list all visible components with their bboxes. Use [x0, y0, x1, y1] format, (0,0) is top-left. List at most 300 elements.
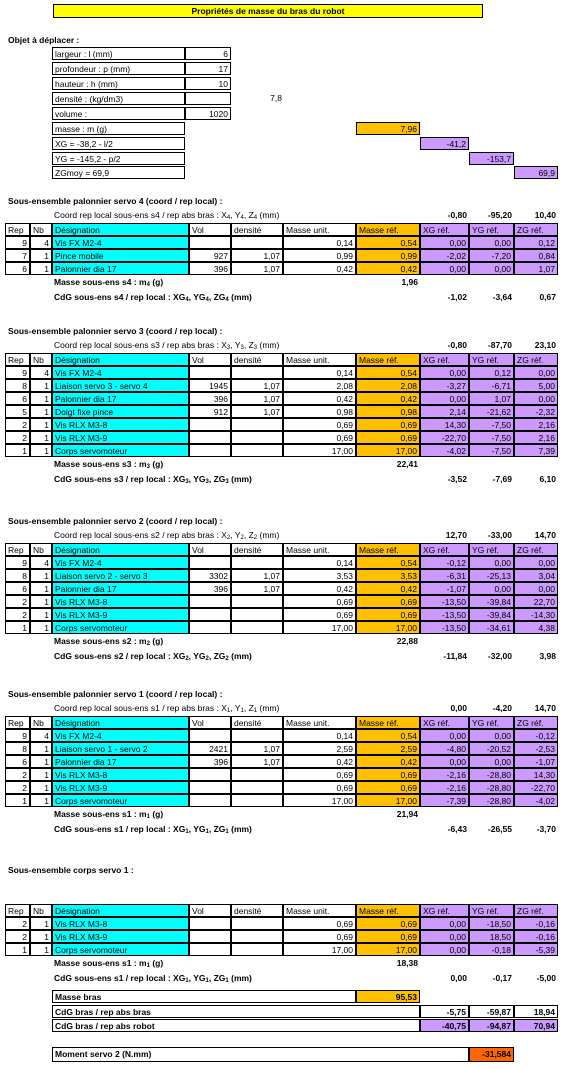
table-cell-mr: 0,42 — [356, 582, 420, 595]
col-header-xg: XG réf. — [420, 543, 469, 556]
table-cell-nb: 1 — [30, 742, 52, 755]
table-cell-xg: -2,16 — [420, 781, 469, 794]
table-cell-nb: 1 — [30, 392, 52, 405]
table-cell-mr: 17,00 — [356, 444, 420, 457]
table-cell-rep: 6 — [5, 262, 30, 275]
table-cell-rep: 2 — [5, 917, 30, 930]
table-cell-dens: 1,07 — [231, 262, 283, 275]
mass-label: Masse sous-ens s2 : $m_2$ (g) — [54, 636, 164, 647]
masse-label: masse : m (g) — [52, 122, 185, 135]
cdg-z: -5,00 — [536, 973, 556, 983]
table-cell-dens — [231, 917, 283, 930]
table-cell-xg: -13,50 — [420, 608, 469, 621]
table-cell-vol — [189, 729, 231, 742]
table-cell-mu: 0,69 — [283, 781, 356, 794]
table-cell-vol — [189, 794, 231, 807]
table-cell-xg: -7,39 — [420, 794, 469, 807]
table-cell-mu: 0,69 — [283, 418, 356, 431]
table-cell-dens — [231, 621, 283, 634]
table-cell-mu: 0,42 — [283, 392, 356, 405]
table-cell-vol — [189, 431, 231, 444]
table-cell-xg: 0,00 — [420, 930, 469, 943]
coord-z: 14,70 — [534, 703, 556, 713]
table-cell-zg: 0,12 — [514, 236, 558, 249]
table-cell-nb: 1 — [30, 794, 52, 807]
section-title: Sous-ensemble palonnier servo 3 (coord / rep local) : — [8, 326, 223, 336]
moment-label: Moment servo 2 (N.mm) — [52, 1047, 469, 1062]
xg-value: -41,2 — [420, 137, 469, 150]
table-cell-zg: 0,84 — [514, 249, 558, 262]
cdg-x: -1,02 — [447, 292, 467, 302]
mass-value: 22,88 — [396, 636, 418, 646]
table-cell-yg: 0,00 — [469, 262, 514, 275]
cdg-z: 3,98 — [539, 651, 556, 661]
col-header-zg: ZG réf. — [514, 904, 558, 917]
table-cell-mu: 0,69 — [283, 431, 356, 444]
table-cell-zg: -5,39 — [514, 943, 558, 956]
mass-label: Masse sous-ens s1 : $m_1$ (g) — [54, 809, 164, 820]
table-cell-rep: 9 — [5, 556, 30, 569]
table-cell-mr: 0,98 — [356, 405, 420, 418]
table-cell-xg: -4,02 — [420, 444, 469, 457]
table-cell-dens — [231, 794, 283, 807]
table-cell-vol — [189, 768, 231, 781]
table-cell-zg: -2,53 — [514, 742, 558, 755]
table-cell-zg: -22,70 — [514, 781, 558, 794]
cdg-y: -3,64 — [492, 292, 512, 302]
table-cell-xg: -4,80 — [420, 742, 469, 755]
cdg-label: CdG sous-ens s1 / rep local : $XG_1$, $YG_1$, $ZG_1$ (mm) — [54, 973, 252, 984]
col-header-yg: YG réf. — [469, 543, 514, 556]
table-cell-nb: 1 — [30, 569, 52, 582]
obj-value: 7,8 — [270, 93, 282, 103]
table-cell-dens — [231, 768, 283, 781]
table-cell-yg: 0,00 — [469, 556, 514, 569]
cdg-label: CdG sous-ens s1 / rep local : $XG_1$, $YG_1$, $ZG_1$ (mm) — [54, 824, 252, 835]
table-cell-mr: 0,69 — [356, 595, 420, 608]
col-header-mr: Masse réf. — [356, 223, 420, 236]
table-cell-mu: 2,59 — [283, 742, 356, 755]
cdg-bras-label: CdG bras / rep abs bras — [52, 1005, 420, 1018]
table-cell-dens — [231, 444, 283, 457]
table-cell-rep: 2 — [5, 781, 30, 794]
table-cell-xg: 14,30 — [420, 418, 469, 431]
table-cell-mu: 0,42 — [283, 755, 356, 768]
table-cell-zg: -2,32 — [514, 405, 558, 418]
table-cell-nb: 1 — [30, 431, 52, 444]
table-cell-yg: -18,50 — [469, 917, 514, 930]
coord-label: Coord rep local sous-ens s2 / rep abs bras : $X_2$, $Y_2$, $Z_2$ (mm) — [54, 530, 280, 541]
coord-y: -95,20 — [487, 210, 512, 220]
col-header-rep: Rep — [5, 904, 30, 917]
col-header-yg: YG réf. — [469, 223, 514, 236]
table-cell-mr: 17,00 — [356, 794, 420, 807]
cdg-label: CdG sous-ens s4 / rep local : $XG_4$, $YG_4$, $ZG_4$ (mm) — [54, 292, 252, 303]
masse-value: 7,96 — [356, 122, 420, 135]
table-cell-des: Liaison servo 2 - servo 3 — [52, 569, 189, 582]
table-cell-des: Doigt fixe pince — [52, 405, 189, 418]
table-cell-des: Vis RLX M3-8 — [52, 768, 189, 781]
col-header-dens: densité — [231, 353, 283, 366]
table-cell-vol — [189, 943, 231, 956]
table-cell-xg: -22,70 — [420, 431, 469, 444]
col-header-mu: Masse unit. — [283, 223, 356, 236]
table-cell-yg: -25,13 — [469, 569, 514, 582]
col-header-xg: XG réf. — [420, 223, 469, 236]
section-title: Sous-ensemble palonnier servo 2 (coord / rep local) : — [8, 516, 223, 526]
table-cell-yg: -39,84 — [469, 595, 514, 608]
table-cell-yg: 18,50 — [469, 930, 514, 943]
zg-label: ZGmoy = 69,9 — [52, 166, 185, 179]
table-cell-mu: 17,00 — [283, 794, 356, 807]
table-cell-mr: 3,53 — [356, 569, 420, 582]
table-cell-des: Vis FX M2-4 — [52, 366, 189, 379]
table-cell-zg: 0,00 — [514, 392, 558, 405]
table-cell-rep: 9 — [5, 729, 30, 742]
table-cell-xg: -13,50 — [420, 621, 469, 634]
table-cell-nb: 1 — [30, 768, 52, 781]
section-title: Sous-ensemble palonnier servo 1 (coord / rep local) : — [8, 689, 223, 699]
col-header-mr: Masse réf. — [356, 353, 420, 366]
table-cell-dens: 1,07 — [231, 379, 283, 392]
table-cell-mr: 0,69 — [356, 608, 420, 621]
table-cell-zg: 0,00 — [514, 582, 558, 595]
table-cell-mu: 0,14 — [283, 556, 356, 569]
table-cell-yg: 0,12 — [469, 366, 514, 379]
table-cell-mr: 0,99 — [356, 249, 420, 262]
cdg-z: 6,10 — [539, 474, 556, 484]
section-title: Sous-ensemble corps servo 1 : — [8, 865, 134, 875]
table-cell-mr: 2,08 — [356, 379, 420, 392]
table-cell-des: Vis FX M2-4 — [52, 556, 189, 569]
cdg-x: -6,43 — [447, 824, 467, 834]
table-cell-zg: 7,39 — [514, 444, 558, 457]
table-cell-nb: 1 — [30, 582, 52, 595]
table-cell-rep: 1 — [5, 943, 30, 956]
table-cell-vol — [189, 621, 231, 634]
table-cell-vol — [189, 781, 231, 794]
masse-bras-label: Masse bras — [52, 990, 356, 1003]
col-header-rep: Rep — [5, 353, 30, 366]
col-header-yg: YG réf. — [469, 353, 514, 366]
table-cell-xg: 0,00 — [420, 366, 469, 379]
col-header-xg: XG réf. — [420, 716, 469, 729]
table-cell-vol — [189, 366, 231, 379]
table-cell-dens — [231, 556, 283, 569]
cdg-z: -3,70 — [536, 824, 556, 834]
table-cell-xg: 0,00 — [420, 943, 469, 956]
table-cell-nb: 1 — [30, 781, 52, 794]
table-cell-nb: 1 — [30, 249, 52, 262]
table-cell-rep: 2 — [5, 595, 30, 608]
table-cell-rep: 2 — [5, 768, 30, 781]
table-cell-nb: 4 — [30, 366, 52, 379]
cdg-y: -0,17 — [492, 973, 512, 983]
table-cell-des: Corps servomoteur — [52, 444, 189, 457]
table-cell-xg: -13,50 — [420, 595, 469, 608]
cdg-robot-y: -94,87 — [469, 1019, 514, 1032]
table-cell-yg: 0,00 — [469, 755, 514, 768]
coord-label: Coord rep local sous-ens s4 / rep abs bras : $X_4$, $Y_4$, $Z_4$ (mm) — [54, 210, 280, 221]
coord-z: 10,40 — [534, 210, 556, 220]
col-header-mu: Masse unit. — [283, 353, 356, 366]
col-header-vol: Vol — [189, 543, 231, 556]
table-cell-zg: 5,00 — [514, 379, 558, 392]
table-cell-zg: 2,16 — [514, 418, 558, 431]
table-cell-vol: 3302 — [189, 569, 231, 582]
table-cell-dens — [231, 930, 283, 943]
col-header-zg: ZG réf. — [514, 543, 558, 556]
table-cell-nb: 1 — [30, 755, 52, 768]
table-cell-nb: 1 — [30, 379, 52, 392]
table-cell-mu: 2,08 — [283, 379, 356, 392]
coord-x: 0,00 — [450, 703, 467, 713]
table-cell-mu: 17,00 — [283, 943, 356, 956]
table-cell-mu: 0,14 — [283, 729, 356, 742]
table-cell-mu: 17,00 — [283, 444, 356, 457]
table-cell-vol: 396 — [189, 262, 231, 275]
table-cell-mr: 0,69 — [356, 781, 420, 794]
table-cell-yg: -28,80 — [469, 781, 514, 794]
table-cell-vol: 396 — [189, 392, 231, 405]
coord-z: 14,70 — [534, 530, 556, 540]
cdg-x: -11,84 — [443, 651, 467, 661]
table-cell-xg: 0,00 — [420, 755, 469, 768]
table-cell-yg: -7,50 — [469, 431, 514, 444]
obj-value: 6 — [185, 47, 231, 60]
obj-label: volume : — [52, 107, 185, 120]
obj-value: 17 — [185, 62, 231, 75]
table-cell-zg: -1,07 — [514, 755, 558, 768]
col-header-yg: YG réf. — [469, 904, 514, 917]
table-cell-mu: 0,98 — [283, 405, 356, 418]
col-header-yg: YG réf. — [469, 716, 514, 729]
cdg-x: 0,00 — [450, 973, 467, 983]
col-header-vol: Vol — [189, 353, 231, 366]
table-cell-vol: 2421 — [189, 742, 231, 755]
mass-label: Masse sous-ens s3 : $m_3$ (g) — [54, 459, 164, 470]
table-cell-mu: 0,42 — [283, 582, 356, 595]
col-header-mu: Masse unit. — [283, 716, 356, 729]
mass-label: Masse sous-ens s4 : $m_4$ (g) — [54, 277, 164, 288]
col-header-dens: densité — [231, 543, 283, 556]
table-cell-rep: 1 — [5, 621, 30, 634]
col-header-dens: densité — [231, 716, 283, 729]
cdg-bras-z: 18,94 — [514, 1005, 558, 1018]
table-cell-mu: 0,69 — [283, 930, 356, 943]
table-cell-des: Palonnier dia 17 — [52, 392, 189, 405]
coord-z: 23,10 — [534, 340, 556, 350]
table-cell-nb: 1 — [30, 444, 52, 457]
mass-value: 18,38 — [396, 958, 418, 968]
table-cell-des: Palonnier dia 17 — [52, 582, 189, 595]
table-cell-zg: 14,30 — [514, 768, 558, 781]
table-cell-yg: -7,50 — [469, 444, 514, 457]
table-cell-des: Vis RLX M3-9 — [52, 781, 189, 794]
table-cell-des: Vis RLX M3-8 — [52, 418, 189, 431]
table-cell-mu: 17,00 — [283, 621, 356, 634]
table-cell-vol — [189, 556, 231, 569]
table-cell-vol — [189, 930, 231, 943]
table-cell-zg: 4,38 — [514, 621, 558, 634]
table-cell-rep: 2 — [5, 608, 30, 621]
table-cell-rep: 6 — [5, 392, 30, 405]
table-cell-vol — [189, 608, 231, 621]
col-header-zg: ZG réf. — [514, 353, 558, 366]
col-header-vol: Vol — [189, 904, 231, 917]
table-cell-rep: 8 — [5, 379, 30, 392]
cdg-label: CdG sous-ens s3 / rep local : $XG_3$, $YG_3$, $ZG_3$ (mm) — [54, 474, 252, 485]
table-cell-mr: 17,00 — [356, 621, 420, 634]
obj-heading: Objet à déplacer : — [8, 35, 80, 45]
coord-label: Coord rep local sous-ens s1 / rep abs bras : $X_1$, $Y_1$, $Z_1$ (mm) — [54, 703, 280, 714]
mass-label: Masse sous-ens s1 : $m_1$ (g) — [54, 958, 164, 969]
table-cell-nb: 1 — [30, 621, 52, 634]
table-cell-yg: -7,20 — [469, 249, 514, 262]
coord-label: Coord rep local sous-ens s3 / rep abs bras : $X_3$, $Y_3$, $Z_3$ (mm) — [54, 340, 280, 351]
table-cell-nb: 1 — [30, 595, 52, 608]
col-header-mr: Masse réf. — [356, 543, 420, 556]
table-cell-mr: 0,54 — [356, 729, 420, 742]
table-cell-vol — [189, 444, 231, 457]
col-header-vol: Vol — [189, 716, 231, 729]
obj-label: largeur : l (mm) — [52, 47, 185, 60]
table-cell-yg: -20,52 — [469, 742, 514, 755]
table-cell-des: Corps servomoteur — [52, 794, 189, 807]
col-header-des: Désignation — [52, 223, 189, 236]
col-header-des: Désignation — [52, 543, 189, 556]
cdg-robot-x: -40,75 — [420, 1019, 469, 1032]
col-header-xg: XG réf. — [420, 353, 469, 366]
table-cell-mu: 0,69 — [283, 608, 356, 621]
table-cell-yg: 0,00 — [469, 729, 514, 742]
table-cell-rep: 9 — [5, 236, 30, 249]
table-cell-mr: 2,59 — [356, 742, 420, 755]
col-header-rep: Rep — [5, 543, 30, 556]
table-cell-mr: 0,69 — [356, 768, 420, 781]
table-cell-des: Pince mobile — [52, 249, 189, 262]
table-cell-dens: 1,07 — [231, 405, 283, 418]
table-cell-dens: 1,07 — [231, 249, 283, 262]
table-cell-zg: 1,07 — [514, 262, 558, 275]
table-cell-des: Vis FX M2-4 — [52, 729, 189, 742]
col-header-rep: Rep — [5, 223, 30, 236]
col-header-nb: Nb — [30, 223, 52, 236]
table-cell-nb: 1 — [30, 943, 52, 956]
col-header-des: Désignation — [52, 904, 189, 917]
table-cell-nb: 4 — [30, 556, 52, 569]
table-cell-mu: 0,69 — [283, 595, 356, 608]
col-header-dens: densité — [231, 223, 283, 236]
table-cell-vol — [189, 418, 231, 431]
table-cell-vol: 396 — [189, 755, 231, 768]
table-cell-nb: 4 — [30, 729, 52, 742]
table-cell-zg: -4,02 — [514, 794, 558, 807]
col-header-des: Désignation — [52, 716, 189, 729]
table-cell-rep: 6 — [5, 755, 30, 768]
col-header-zg: ZG réf. — [514, 223, 558, 236]
table-cell-mr: 0,42 — [356, 262, 420, 275]
table-cell-xg: 0,00 — [420, 729, 469, 742]
table-cell-zg: 3,04 — [514, 569, 558, 582]
table-cell-dens: 1,07 — [231, 569, 283, 582]
col-header-vol: Vol — [189, 223, 231, 236]
table-cell-vol: 396 — [189, 582, 231, 595]
table-cell-zg: -0,12 — [514, 729, 558, 742]
table-cell-xg: -2,16 — [420, 768, 469, 781]
table-cell-rep: 2 — [5, 431, 30, 444]
table-cell-vol: 912 — [189, 405, 231, 418]
mass-value: 21,94 — [396, 809, 418, 819]
table-cell-mu: 3,53 — [283, 569, 356, 582]
table-cell-yg: -0,18 — [469, 943, 514, 956]
table-cell-mr: 0,54 — [356, 236, 420, 249]
cdg-robot-z: 70,94 — [514, 1019, 558, 1032]
coord-x: -0,80 — [447, 340, 467, 350]
table-cell-xg: 0,00 — [420, 392, 469, 405]
col-header-mu: Masse unit. — [283, 904, 356, 917]
table-cell-nb: 4 — [30, 236, 52, 249]
obj-empty — [185, 92, 231, 105]
table-cell-zg: 22,70 — [514, 595, 558, 608]
table-cell-dens — [231, 595, 283, 608]
table-cell-xg: 0,00 — [420, 236, 469, 249]
table-cell-dens — [231, 431, 283, 444]
coord-y: -33,00 — [487, 530, 512, 540]
col-header-xg: XG réf. — [420, 904, 469, 917]
obj-value: 10 — [185, 77, 231, 90]
col-header-rep: Rep — [5, 716, 30, 729]
cdg-x: -3,52 — [447, 474, 467, 484]
table-cell-mr: 0,69 — [356, 917, 420, 930]
table-cell-dens — [231, 236, 283, 249]
table-cell-yg: 1,07 — [469, 392, 514, 405]
table-cell-rep: 2 — [5, 418, 30, 431]
table-cell-vol — [189, 236, 231, 249]
moment-value: -31,584 — [469, 1047, 514, 1062]
table-cell-xg: -6,31 — [420, 569, 469, 582]
table-cell-des: Vis FX M2-4 — [52, 236, 189, 249]
table-cell-vol: 1945 — [189, 379, 231, 392]
col-header-mr: Masse réf. — [356, 716, 420, 729]
yg-label: YG = -145,2 - p/2 — [52, 152, 185, 165]
table-cell-des: Liaison servo 3 - servo 4 — [52, 379, 189, 392]
coord-x: -0,80 — [447, 210, 467, 220]
table-cell-des: Vis RLX M3-9 — [52, 608, 189, 621]
table-cell-xg: -0,12 — [420, 556, 469, 569]
table-cell-rep: 8 — [5, 742, 30, 755]
table-cell-vol — [189, 595, 231, 608]
table-cell-dens: 1,07 — [231, 582, 283, 595]
table-cell-mu: 0,42 — [283, 262, 356, 275]
table-cell-des: Vis RLX M3-9 — [52, 431, 189, 444]
table-cell-xg: 0,00 — [420, 917, 469, 930]
cdg-y: -32,00 — [487, 651, 512, 661]
table-cell-mr: 0,69 — [356, 418, 420, 431]
table-cell-mr: 0,42 — [356, 392, 420, 405]
xg-label: XG = -38,2 - l/2 — [52, 137, 185, 150]
zg-value: 69,9 — [514, 166, 558, 179]
obj-label: densité : (kg/dm3) — [52, 92, 185, 105]
col-header-mu: Masse unit. — [283, 543, 356, 556]
col-header-zg: ZG réf. — [514, 716, 558, 729]
table-cell-xg: -3,27 — [420, 379, 469, 392]
cdg-y: -7,69 — [492, 474, 512, 484]
table-cell-mu: 0,14 — [283, 366, 356, 379]
cdg-y: -26,55 — [487, 824, 512, 834]
table-cell-mu: 0,99 — [283, 249, 356, 262]
table-cell-yg: -28,80 — [469, 794, 514, 807]
